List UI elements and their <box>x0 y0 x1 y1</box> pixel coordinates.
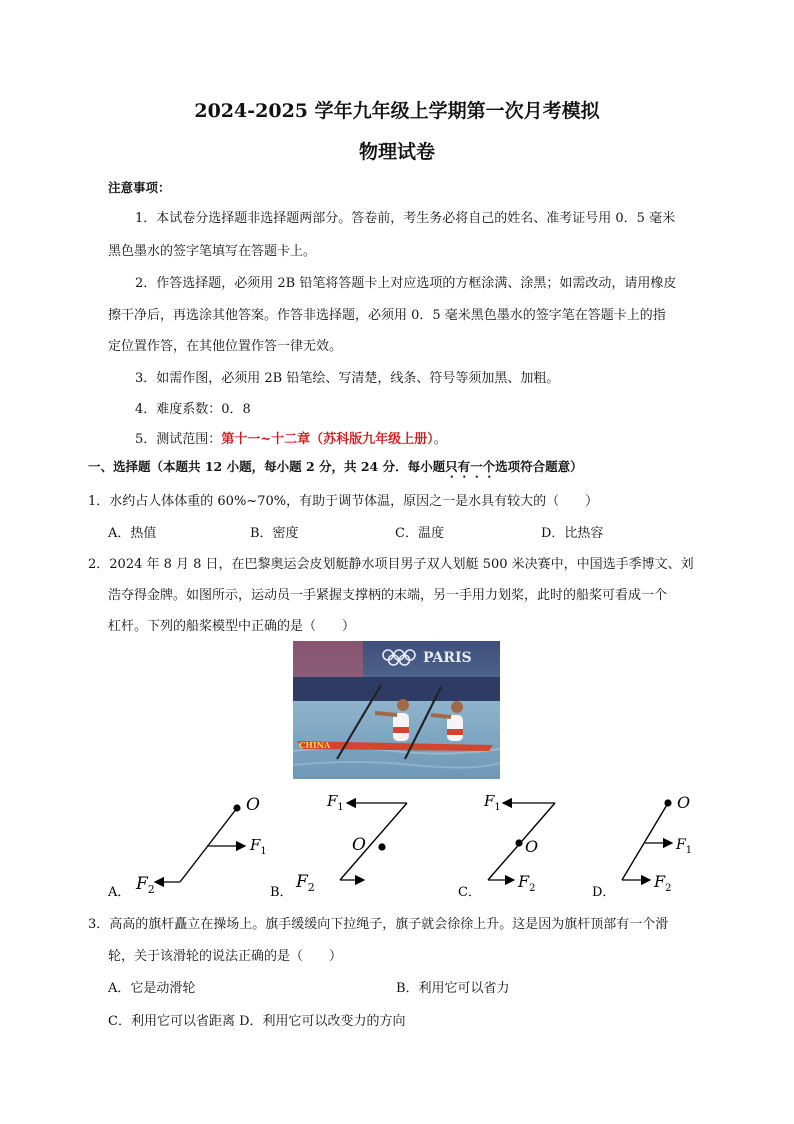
banner-paris-text: PARIS <box>423 650 472 666</box>
option-d-f2-label: $F_2$ <box>654 872 672 894</box>
notice-item-2-line-3: 定位置作答，在其他位置作答一律无效。 <box>108 339 343 354</box>
option-d-pivot-dot <box>664 799 671 806</box>
option-a-paddle <box>180 808 237 882</box>
option-c-letter: C． <box>458 885 481 900</box>
option-b-f1-label: $F_1$ <box>327 792 344 813</box>
notice-item-2-line-1: 2．作答选择题，必须用 2B 铅笔将答题卡上对应选项的方框涂满、涂黑；如需改动，请用橡皮 <box>135 276 677 291</box>
question-1-option-c: C．温度 <box>395 526 444 541</box>
option-b-letter: B． <box>270 885 293 900</box>
option-b-paddle <box>340 803 407 880</box>
question-3-line-1: 3．高高的旗杆矗立在操场上。旗手缓缓向下拉绳子，旗子就会徐徐上升。这是因为旗杆顶部有一个滑 <box>88 917 669 932</box>
notice-item-2-line-2: 擦干净后，再选涂其他答案。作答非选择题，必须用 0．5 毫米黑色墨水的签字笔在答题卡上的指 <box>108 308 666 323</box>
option-a-o-label: O <box>246 795 260 815</box>
lever-options-svg <box>100 788 720 900</box>
lever-option-b <box>270 792 407 900</box>
question-2-line-3: 杠杆。下列的船桨模型中正确的是（ ） <box>108 619 356 634</box>
notice-item-3: 3．如需作图，必须用 2B 铅笔绘、写清楚，线条、符号等须加黑、加粗。 <box>135 371 560 386</box>
option-a-f2-label: $F_2$ <box>136 874 155 896</box>
option-a-letter: A． <box>108 885 131 900</box>
question-3-option-cd: C．利用它可以省距离 D．利用它可以改变力的方向 <box>108 1014 406 1029</box>
notice-item-5-suffix: 。 <box>433 432 447 447</box>
question-3-option-a: A．它是动滑轮 <box>108 981 196 996</box>
canoe-hull-text: CHINA <box>299 740 331 750</box>
canoe-photo <box>293 641 500 779</box>
question-1-stem: 1．水约占人体体重的 60%~70%，有助于调节体温，原因之一是水具有较大的（ ） <box>88 494 599 509</box>
lever-option-a <box>107 795 267 900</box>
section-heading-b: 选项符合题意） <box>495 459 583 474</box>
option-b-o-label: O <box>352 835 366 855</box>
section-heading <box>88 457 583 481</box>
question-3-line-2: 轮，关于该滑轮的说法正确的是（ ） <box>108 949 343 964</box>
canoe-photo-illustration <box>293 641 500 779</box>
option-b-pivot-dot <box>378 843 385 850</box>
option-b-f2-label: $F_2$ <box>296 872 315 894</box>
option-d-paddle <box>622 803 668 880</box>
section-heading-emphasis: 只有一个 <box>445 459 496 474</box>
question-3-option-b: B．利用它可以省力 <box>396 981 510 996</box>
notice-item-5-prefix: 5．测试范围： <box>135 432 222 447</box>
notice-item-4: 4．难度系数：0．8 <box>135 402 251 417</box>
section-heading-a: 一、选择题（本题共 12 小题，每小题 2 分，共 24 分．每小题 <box>88 459 446 474</box>
option-a-pivot-dot <box>233 804 240 811</box>
paper-title: 2024-2025 学年九年级上学期第一次月考模拟 <box>194 100 600 122</box>
lever-option-c <box>458 792 555 900</box>
notice-item-1-line-1: 1．本试卷分选择题非选择题两部分。答卷前，考生务必将自己的姓名、准考证号用 0．5 毫米 <box>135 211 676 226</box>
option-c-o-label: O <box>525 837 539 856</box>
lever-option-d <box>592 793 692 900</box>
question-1-option-b: B．密度 <box>250 526 299 541</box>
question-1-option-d: D．比热容 <box>541 526 604 541</box>
question-1-option-a: A．热值 <box>108 526 157 541</box>
option-d-o-label: O <box>677 793 691 812</box>
option-d-letter: D． <box>592 885 616 900</box>
test-range: 第十一~十二章（苏科版九年级上册） <box>221 432 434 447</box>
option-c-f2-label: $F_2$ <box>518 872 536 894</box>
lever-diagrams <box>100 788 720 904</box>
question-2-line-2: 浩夺得金牌。如图所示，运动员一手紧握支撑柄的末端，另一手用力划桨，此时的船桨可看成一个 <box>108 588 668 603</box>
option-c-pivot-dot <box>515 839 522 846</box>
option-c-f1-label: $F_1$ <box>484 792 501 813</box>
paper-subtitle: 物理试卷 <box>358 141 435 163</box>
option-a-f1-label: $F_1$ <box>250 836 267 857</box>
notice-item-5 <box>135 428 447 447</box>
option-d-f1-label: $F_1$ <box>676 837 693 856</box>
notice-heading: 注意事项： <box>108 180 171 195</box>
question-2-line-1: 2．2024 年 8 月 8 日，在巴黎奥运会皮划艇静水项目男子双人划艇 500 米决赛中，中国选手季博文、刘 <box>88 557 694 572</box>
notice-item-1-line-2: 黑色墨水的签字笔填写在答题卡上。 <box>108 244 317 259</box>
